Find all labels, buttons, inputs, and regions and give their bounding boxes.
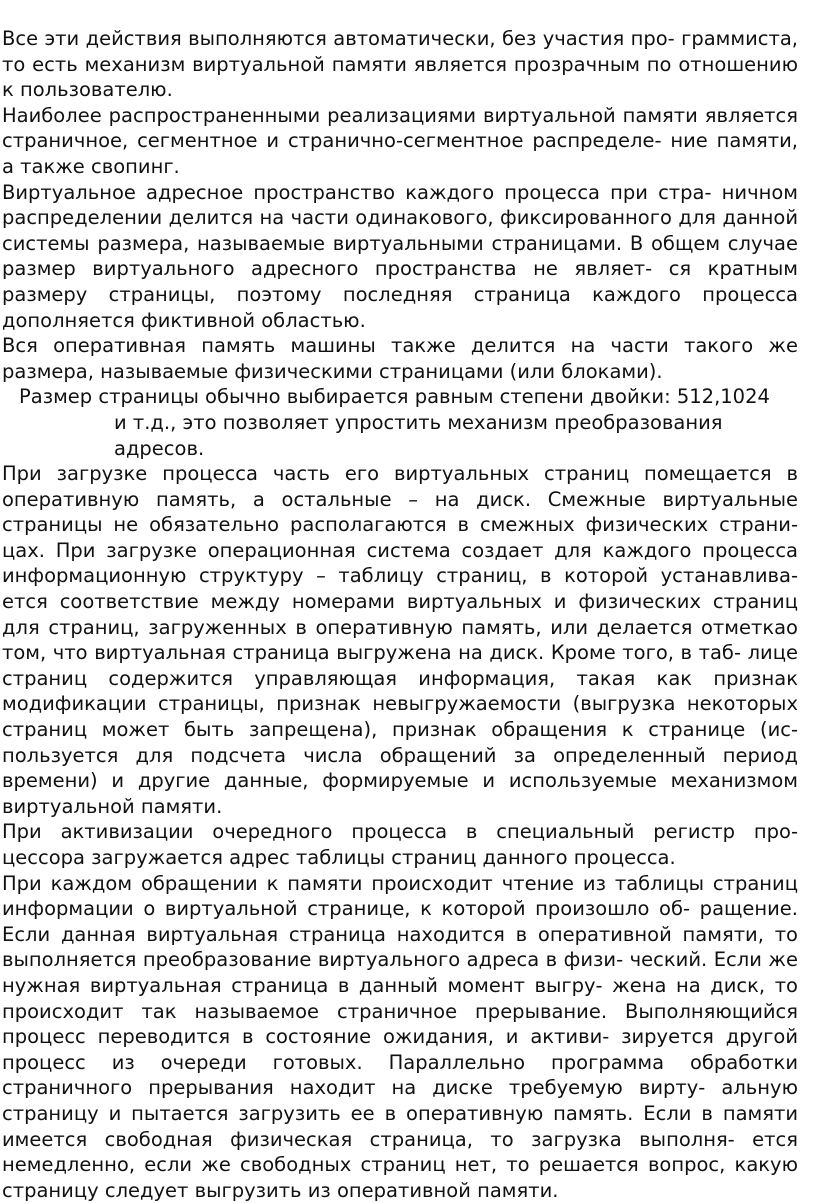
paragraph-virtual-address-space: Виртуальное адресное пространство каждого процесса при стра- ничном распределении делится на части одинакового, фиксированного для данной системы размера, называемые виртуальными страницами. В общем случае размер виртуального адресного пространства не являет- ся кратным размеру страницы, поэтому последняя страница каждого процесса дополняется фиктивной областью. xyxy=(2,180,798,332)
paragraph-memory-access: При каждом обращении к памяти происходит чтение из таблицы страниц информации о виртуальной странице, к которой произошло об- ращение. Если данная виртуальная страница находится в оперативной памяти, то выполняется преобразование виртуального адреса в физи- ческий. Если же нужная виртуальная страница в данный момент выгру- жена на диск, то происходит так называемое страничное прерывание. Выполняющийся процесс переводится в состояние ожидания, и активи- зируется другой процесс из очереди готовых. Параллельно программа обработки страничного прерывания находит на диске требуемую вирту- альную страницу и пытается загрузить ее в оперативную память. Если в памяти имеется свободная физическая страница, то загрузка выполня- ется немедленно, если же свободных страниц нет, то решается вопрос, какую страницу следует выгрузить из оперативной памяти. xyxy=(2,871,798,1202)
page-size-line-1: Размер страницы обычно выбирается равным степени двойки: 512,1024 xyxy=(19,385,770,409)
paragraph-implementations: Наиболее распространенными реализациями виртуальной памяти является страничное, сегментное и странично-сегментное распределе- ние памяти, а также свопинг. xyxy=(2,103,798,178)
paragraph-physical-memory: Вся оперативная память машины также делится на части такого же размера, называемые физическими страницами (или блоками). xyxy=(2,334,798,383)
paragraph-process-activation: При активизации очередного процесса в специальный регистр про- цессора загружается адрес таблицы страниц данного процесса. xyxy=(2,820,798,869)
paragraph-automatic-actions: Все эти действия выполняются автоматически, без участия про- граммиста, то есть механизм виртуальной памяти является прозрачным по отношению к пользователю. xyxy=(2,27,798,102)
paragraph-page-size xyxy=(2,384,798,461)
paragraph-process-loading: При загрузке процесса часть его виртуальных страниц помещается в оперативную память, а остальные – на диск. Смежные виртуальные страницы не обязательно располагаются в смежных физических страни- цах. При загрузке операционная система создает для каждого процесса информационную структуру – таблицу страниц, в которой устанавлива- ется соответствие между номерами виртуальных и физических страниц для страниц, загруженных в оперативную память, или делается отметкао том, что виртуальная страница выгружена на диск. Кроме того, в таб- лице страниц содержится управляющая информация, такая как признак модификации страницы, признак невыгружаемости (выгрузка некоторых страниц может быть запрещена), признак обращения к странице (ис- пользуется для подсчета числа обращений за определенный период времени) и другие данные, формируемые и используемые механизмом виртуальной памяти. xyxy=(2,462,798,818)
page-size-line-2: и т.д., это позволяет упростить механизм преобразования адресов. xyxy=(114,410,723,460)
